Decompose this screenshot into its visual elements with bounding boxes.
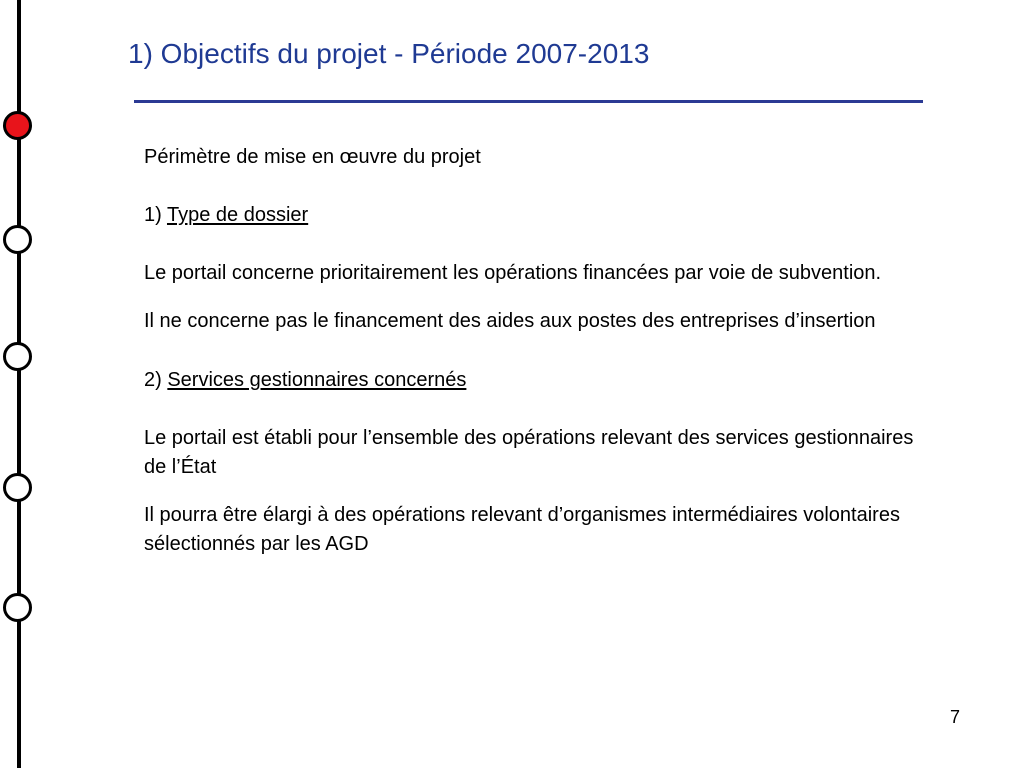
section-1-paragraph-2: Il ne concerne pas le financement des aides aux postes des entreprises d’insertion (144, 310, 876, 332)
section-1-title: Type de dossier (166, 204, 309, 226)
timeline-step-1-active-dot (3, 111, 32, 140)
timeline-step-2-dot (3, 225, 32, 254)
title-underline-rule (134, 100, 923, 103)
section-2-paragraph-2: Il pourra être élargi à des opérations relevant d’organismes intermédiaires volontaires sélectionnés par les AGD (144, 504, 900, 555)
timeline-step-4-dot (3, 473, 32, 502)
section-2-heading (144, 366, 934, 395)
section-1-paragraph-1: Le portail concerne prioritairement les opérations financées par voie de subvention. (144, 262, 882, 284)
slide-body (144, 143, 934, 559)
page-number: 7 (950, 707, 961, 727)
slide-title: 1) Objectifs du projet - Période 2007-2013 (128, 38, 650, 69)
intro-text: Périmètre de mise en œuvre du projet (144, 146, 481, 168)
section-1-heading (144, 201, 934, 230)
section-2-paragraph-1: Le portail est établi pour l’ensemble des opérations relevant des services gestionnaires de l’État (144, 427, 914, 478)
section-2-title: Services gestionnaires concernés (167, 369, 467, 391)
section-1-number: 1) (144, 204, 167, 226)
timeline-step-5-dot (3, 593, 32, 622)
timeline-step-3-dot (3, 342, 32, 371)
section-2-number: 2) (144, 369, 168, 391)
